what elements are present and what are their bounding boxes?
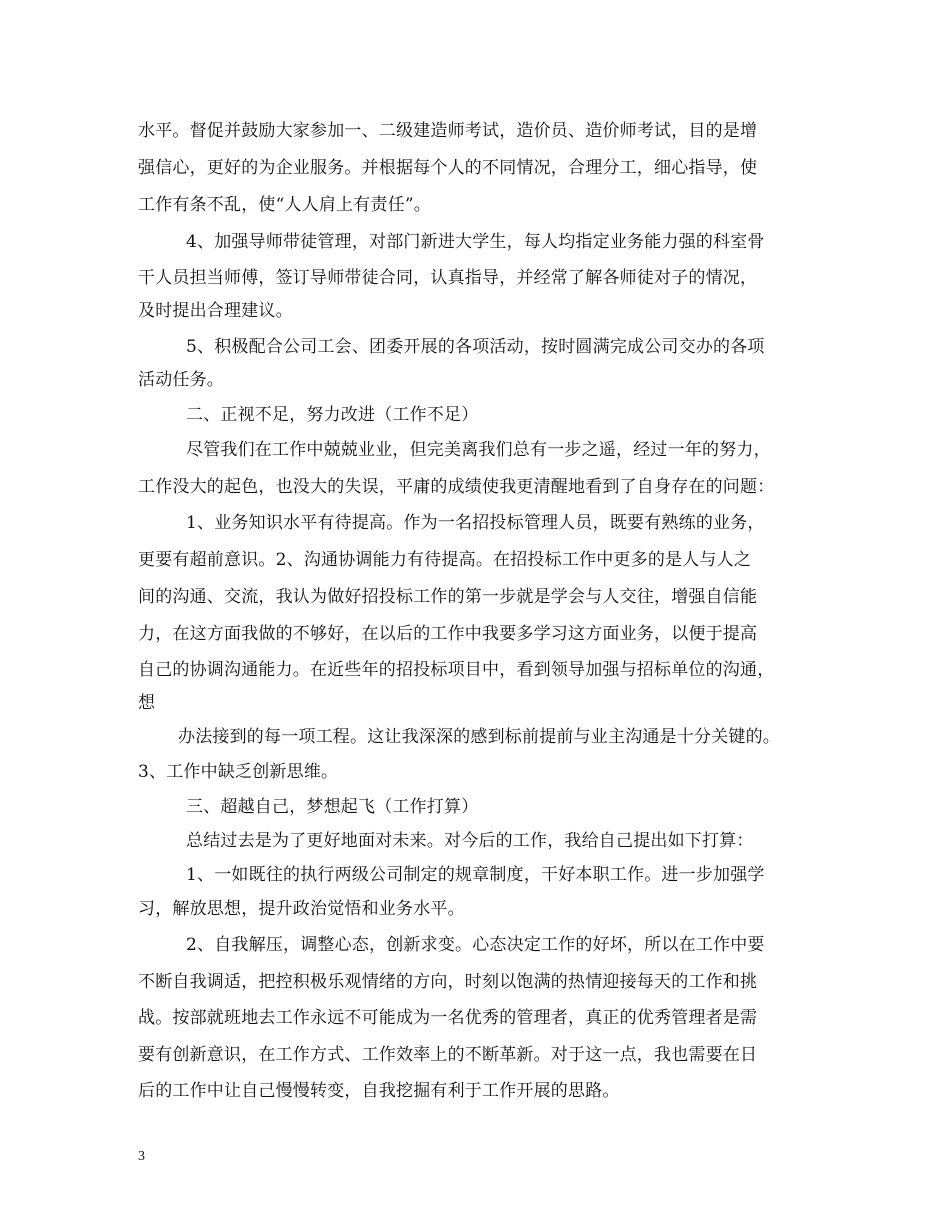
paragraph-line: 工作没大的起色，也没大的失误，平庸的成绩使我更清醒地看到了自身存在的问题：	[138, 477, 775, 497]
paragraph-line: 自己的协调沟通能力。在近些年的招投标项目中，看到领导加强与招标单位的沟通，	[138, 660, 775, 680]
paragraph-line: 想	[138, 693, 156, 713]
paragraph-line: 工作有条不乱，使“人人肩上有责任”。	[138, 195, 431, 215]
paragraph-line: 要有创新意识，在工作方式、工作效率上的不断革新。对于这一点，我也需要在日	[138, 1045, 758, 1065]
paragraph-line: 及时提出合理建议。	[138, 301, 293, 321]
paragraph-line: 力，在这方面我做的不够好，在以后的工作中我要多学习这方面业务，以便于提高	[138, 624, 758, 644]
paragraph-line: 1、业务知识水平有待提高。作为一名招投标管理人员，既要有熟练的业务，	[186, 513, 765, 533]
paragraph-line: 总结过去是为了更好地面对未来。对今后的工作，我给自己提出如下打算：	[186, 831, 754, 851]
paragraph-line: 水平。督促并鼓励大家参加一、二级建造师考试，造价员、造价师考试，目的是增	[138, 121, 758, 141]
paragraph-line: 尽管我们在工作中兢兢业业，但完美离我们总有一步之遥，经过一年的努力，	[186, 440, 771, 460]
paragraph-line: 强信心，更好的为企业服务。并根据每个人的不同情况，合理分工，细心指导，使	[138, 158, 758, 178]
paragraph-line: 不断自我调适，把控积极乐观情绪的方向，时刻以饱满的热情迎接每天的工作和挑	[138, 972, 758, 992]
paragraph-line: 更要有超前意识。2、沟通协调能力有待提高。在招投标工作中更多的是人与人之	[138, 550, 752, 570]
paragraph-line: 干人员担当师傅，签订导师带徒合同，认真指导，并经常了解各师徒对子的情况，	[138, 268, 758, 288]
paragraph-line: 办法接到的每一项工程。这让我深深的感到标前提前与业主沟通是十分关键的。	[178, 727, 780, 747]
paragraph-line: 1、一如既往的执行两级公司制定的规章制度，干好本职工作。进一步加强学	[186, 865, 765, 885]
paragraph-line: 5、积极配合公司工会、团委开展的各项活动，按时圆满完成公司交办的各项	[186, 337, 765, 357]
section-heading: 三、超越自己，梦想起飞（工作打算）	[186, 797, 479, 817]
paragraph-line: 战。按部就班地去工作永远不可能成为一名优秀的管理者，真正的优秀管理者是需	[138, 1008, 758, 1028]
paragraph-line: 4、加强导师带徒管理，对部门新进大学生，每人均指定业务能力强的科室骨	[186, 232, 765, 252]
section-heading: 二、正视不足，努力改进（工作不足）	[186, 405, 479, 425]
paragraph-line: 3、工作中缺乏创新思维。	[138, 762, 339, 782]
paragraph-line: 2、自我解压，调整心态，创新求变。心态决定工作的好坏，所以在工作中要	[186, 935, 765, 955]
paragraph-line: 活动任务。	[138, 370, 224, 390]
page-number: 3	[138, 1149, 145, 1164]
paragraph-line: 习，解放思想，提升政治觉悟和业务水平。	[138, 899, 465, 919]
paragraph-line: 后的工作中让自己慢慢转变，自我挖掘有利于工作开展的思路。	[138, 1081, 620, 1101]
paragraph-line: 间的沟通、交流，我认为做好招投标工作的第一步就是学会与人交往，增强自信能	[138, 587, 758, 607]
